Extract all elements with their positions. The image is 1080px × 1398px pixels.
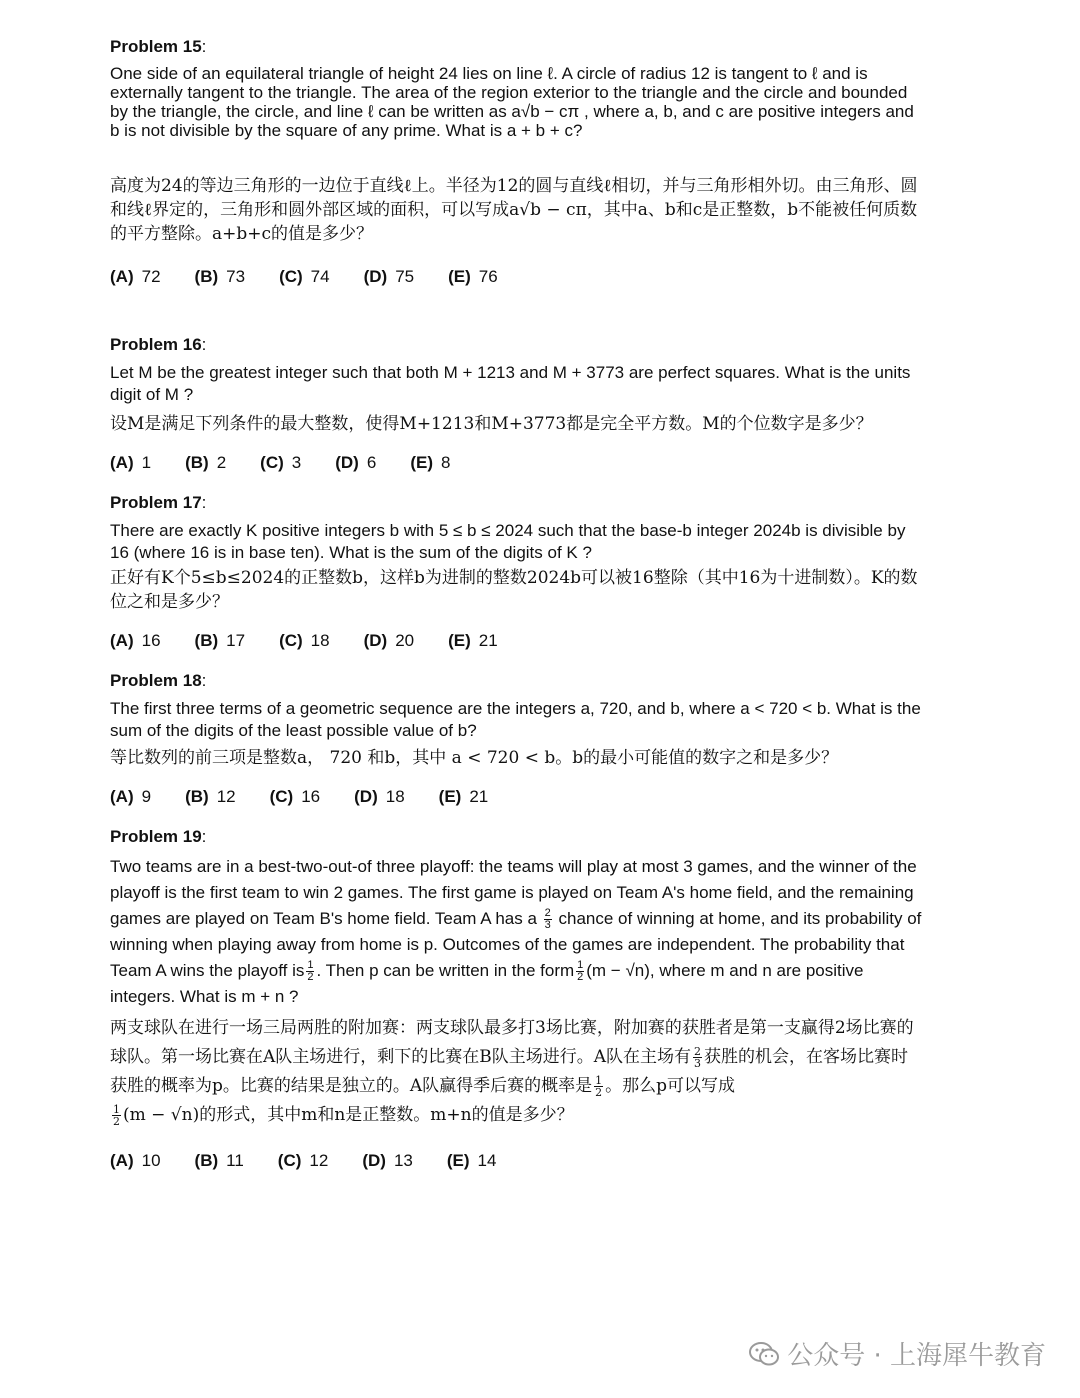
problem-title: Problem 15: bbox=[110, 37, 207, 56]
choice-c[interactable]: (C) 3 bbox=[260, 453, 302, 472]
answer-choices bbox=[110, 266, 922, 288]
choice-a[interactable]: (A) 72 bbox=[110, 267, 161, 286]
choice-c[interactable]: (C) 74 bbox=[279, 267, 330, 286]
choice-d[interactable]: (D) 6 bbox=[335, 453, 377, 472]
problem-text-zh: 设M是满足下列条件的最大整数，使得M+1213和M+3773都是完全平方数。M的个位数字是多少？ bbox=[110, 414, 873, 434]
problem-text-zh: 等比数列的前三项是整数a， 720 和b，其中 a < 720 < b。b的最小可能值的数字之和是多少？ bbox=[110, 748, 839, 768]
choice-d[interactable]: (D) 13 bbox=[362, 1151, 413, 1170]
problem-title: Problem 19: bbox=[110, 827, 207, 846]
fraction-one-half: $\frac{1}{2}$ bbox=[113, 1103, 120, 1128]
choice-b[interactable]: (B) 11 bbox=[194, 1151, 244, 1170]
problem-15 bbox=[110, 36, 922, 288]
choice-b[interactable]: (B) 73 bbox=[194, 267, 246, 286]
choice-d[interactable]: (D) 75 bbox=[363, 267, 415, 286]
problem-text-zh: 高度为24的等边三角形的一边位于直线ℓ上。半径为12的圆与直线ℓ相切，并与三角形相外切。由三角形、圆和线ℓ界定的，三角形和圆外部区域的面积，可以写成a√b − cπ，其中a、b和c是正整数，b不能被任何质数的平方整除。a+b+c的值是多少？ bbox=[110, 176, 918, 244]
watermark-text: 公众号 · 上海犀牛教育 bbox=[787, 1341, 1046, 1371]
problem-text-zh: 两支球队在进行一场三局两胜的附加赛：两支球队最多打3场比赛，附加赛的获胜者是第一支赢得2场比赛的球队。第一场比赛在A队主场进行，剩下的比赛在B队主场进行。A队在主场有 $\frac{2}{3}$ 获胜的机会，在客场比赛时获胜的概率为p。比赛的结果是独立的。A队赢得季后赛的概率是 $\frac{1}{2}$ 。那么p可以写成 $\frac{1}{2}$ (m − √n)的形式，其中m和n是正整数。m+n的值是多少？ bbox=[110, 1018, 914, 1128]
choice-a[interactable]: (A) 16 bbox=[110, 631, 161, 650]
problem-title: Problem 16: bbox=[110, 335, 207, 354]
answer-choices bbox=[110, 1150, 922, 1172]
choice-d[interactable]: (D) 20 bbox=[363, 631, 415, 650]
choice-b[interactable]: (B) 12 bbox=[185, 787, 236, 806]
answer-choices bbox=[110, 452, 922, 474]
fraction-two-thirds: $\frac{2}{3}$ bbox=[544, 907, 551, 932]
choice-c[interactable]: (C) 16 bbox=[269, 787, 321, 806]
problem-18 bbox=[110, 670, 922, 808]
choice-c[interactable]: (C) 12 bbox=[277, 1151, 329, 1170]
choice-a[interactable]: (A) 9 bbox=[110, 787, 152, 806]
problem-text-en: Two teams are in a best-two-out-of three playoff: the teams will play at most 3 games, and the winner of the playoff is the first team to win 2 games. The first game is played on Team A's home field, and the remaining games are played on Team B's home field. Team A has a $\frac{2}{3}$ chance of winning at home, and its probability of winning when playing away from home is p. Outcomes of the games are independent. The probability that Team A wins the playoff is $\frac{1}{2}$ . Then p can be written in the form $\frac{1}{2}$ (m − √n), where m and n are positive integers. What is m + n ? bbox=[110, 857, 922, 1006]
problem-16 bbox=[110, 334, 922, 474]
document-page bbox=[110, 36, 922, 1172]
wechat-icon bbox=[749, 1341, 779, 1367]
watermark bbox=[749, 1335, 1046, 1372]
choice-e[interactable]: (E) 76 bbox=[448, 267, 498, 286]
choice-e[interactable]: (E) 8 bbox=[410, 453, 451, 472]
answer-choices bbox=[110, 786, 922, 808]
choice-a[interactable]: (A) 10 bbox=[110, 1151, 161, 1170]
choice-b[interactable]: (B) 17 bbox=[194, 631, 246, 650]
answer-choices bbox=[110, 630, 922, 652]
choice-e[interactable]: (E) 14 bbox=[446, 1151, 497, 1170]
choice-d[interactable]: (D) 18 bbox=[354, 787, 405, 806]
problem-title: Problem 18: bbox=[110, 671, 207, 690]
problem-17 bbox=[110, 492, 922, 652]
choice-c[interactable]: (C) 18 bbox=[279, 631, 330, 650]
fraction-one-half: $\frac{1}{2}$ bbox=[307, 959, 314, 984]
problem-text-zh: 正好有K个5≤b≤2024的正整数b，这样b为进制的整数2024b可以被16整除（其中16为十进制数）。K的数位之和是多少？ bbox=[110, 568, 918, 612]
problem-text-en: The first three terms of a geometric sequence are the integers a, 720, and b, where a < 720 < b. What is the sum of the digits of the least possible value of b? bbox=[110, 699, 921, 740]
choice-a[interactable]: (A) 1 bbox=[110, 453, 152, 472]
fraction-one-half: $\frac{1}{2}$ bbox=[577, 959, 584, 984]
problem-text-en: There are exactly K positive integers b with 5 ≤ b ≤ 2024 such that the base-b integer 2024b is divisible by 16 (where 16 is in base ten). What is the sum of the digits of K ? bbox=[110, 521, 906, 562]
choice-b[interactable]: (B) 2 bbox=[185, 453, 227, 472]
problem-text-en: Let M be the greatest integer such that both M + 1213 and M + 3773 are perfect squares. What is the units digit of M ? bbox=[110, 363, 911, 404]
problem-title: Problem 17: bbox=[110, 493, 207, 512]
fraction-two-thirds: $\frac{2}{3}$ bbox=[694, 1045, 702, 1070]
problem-19 bbox=[110, 826, 922, 1172]
problem-text-en: One side of an equilateral triangle of height 24 lies on line ℓ. A circle of radius 12 is tangent to ℓ and is externally tangent to the triangle. The area of the region exterior to the triangle and the circle and bounded by the triangle, the circle, and line ℓ can be written as a√b − cπ , where a, b, and c are positive integers and b is not divisible by the square of any prime. What is a + b + c? bbox=[110, 64, 914, 140]
fraction-one-half: $\frac{1}{2}$ bbox=[595, 1074, 603, 1099]
choice-e[interactable]: (E) 21 bbox=[438, 787, 489, 806]
choice-e[interactable]: (E) 21 bbox=[448, 631, 498, 650]
